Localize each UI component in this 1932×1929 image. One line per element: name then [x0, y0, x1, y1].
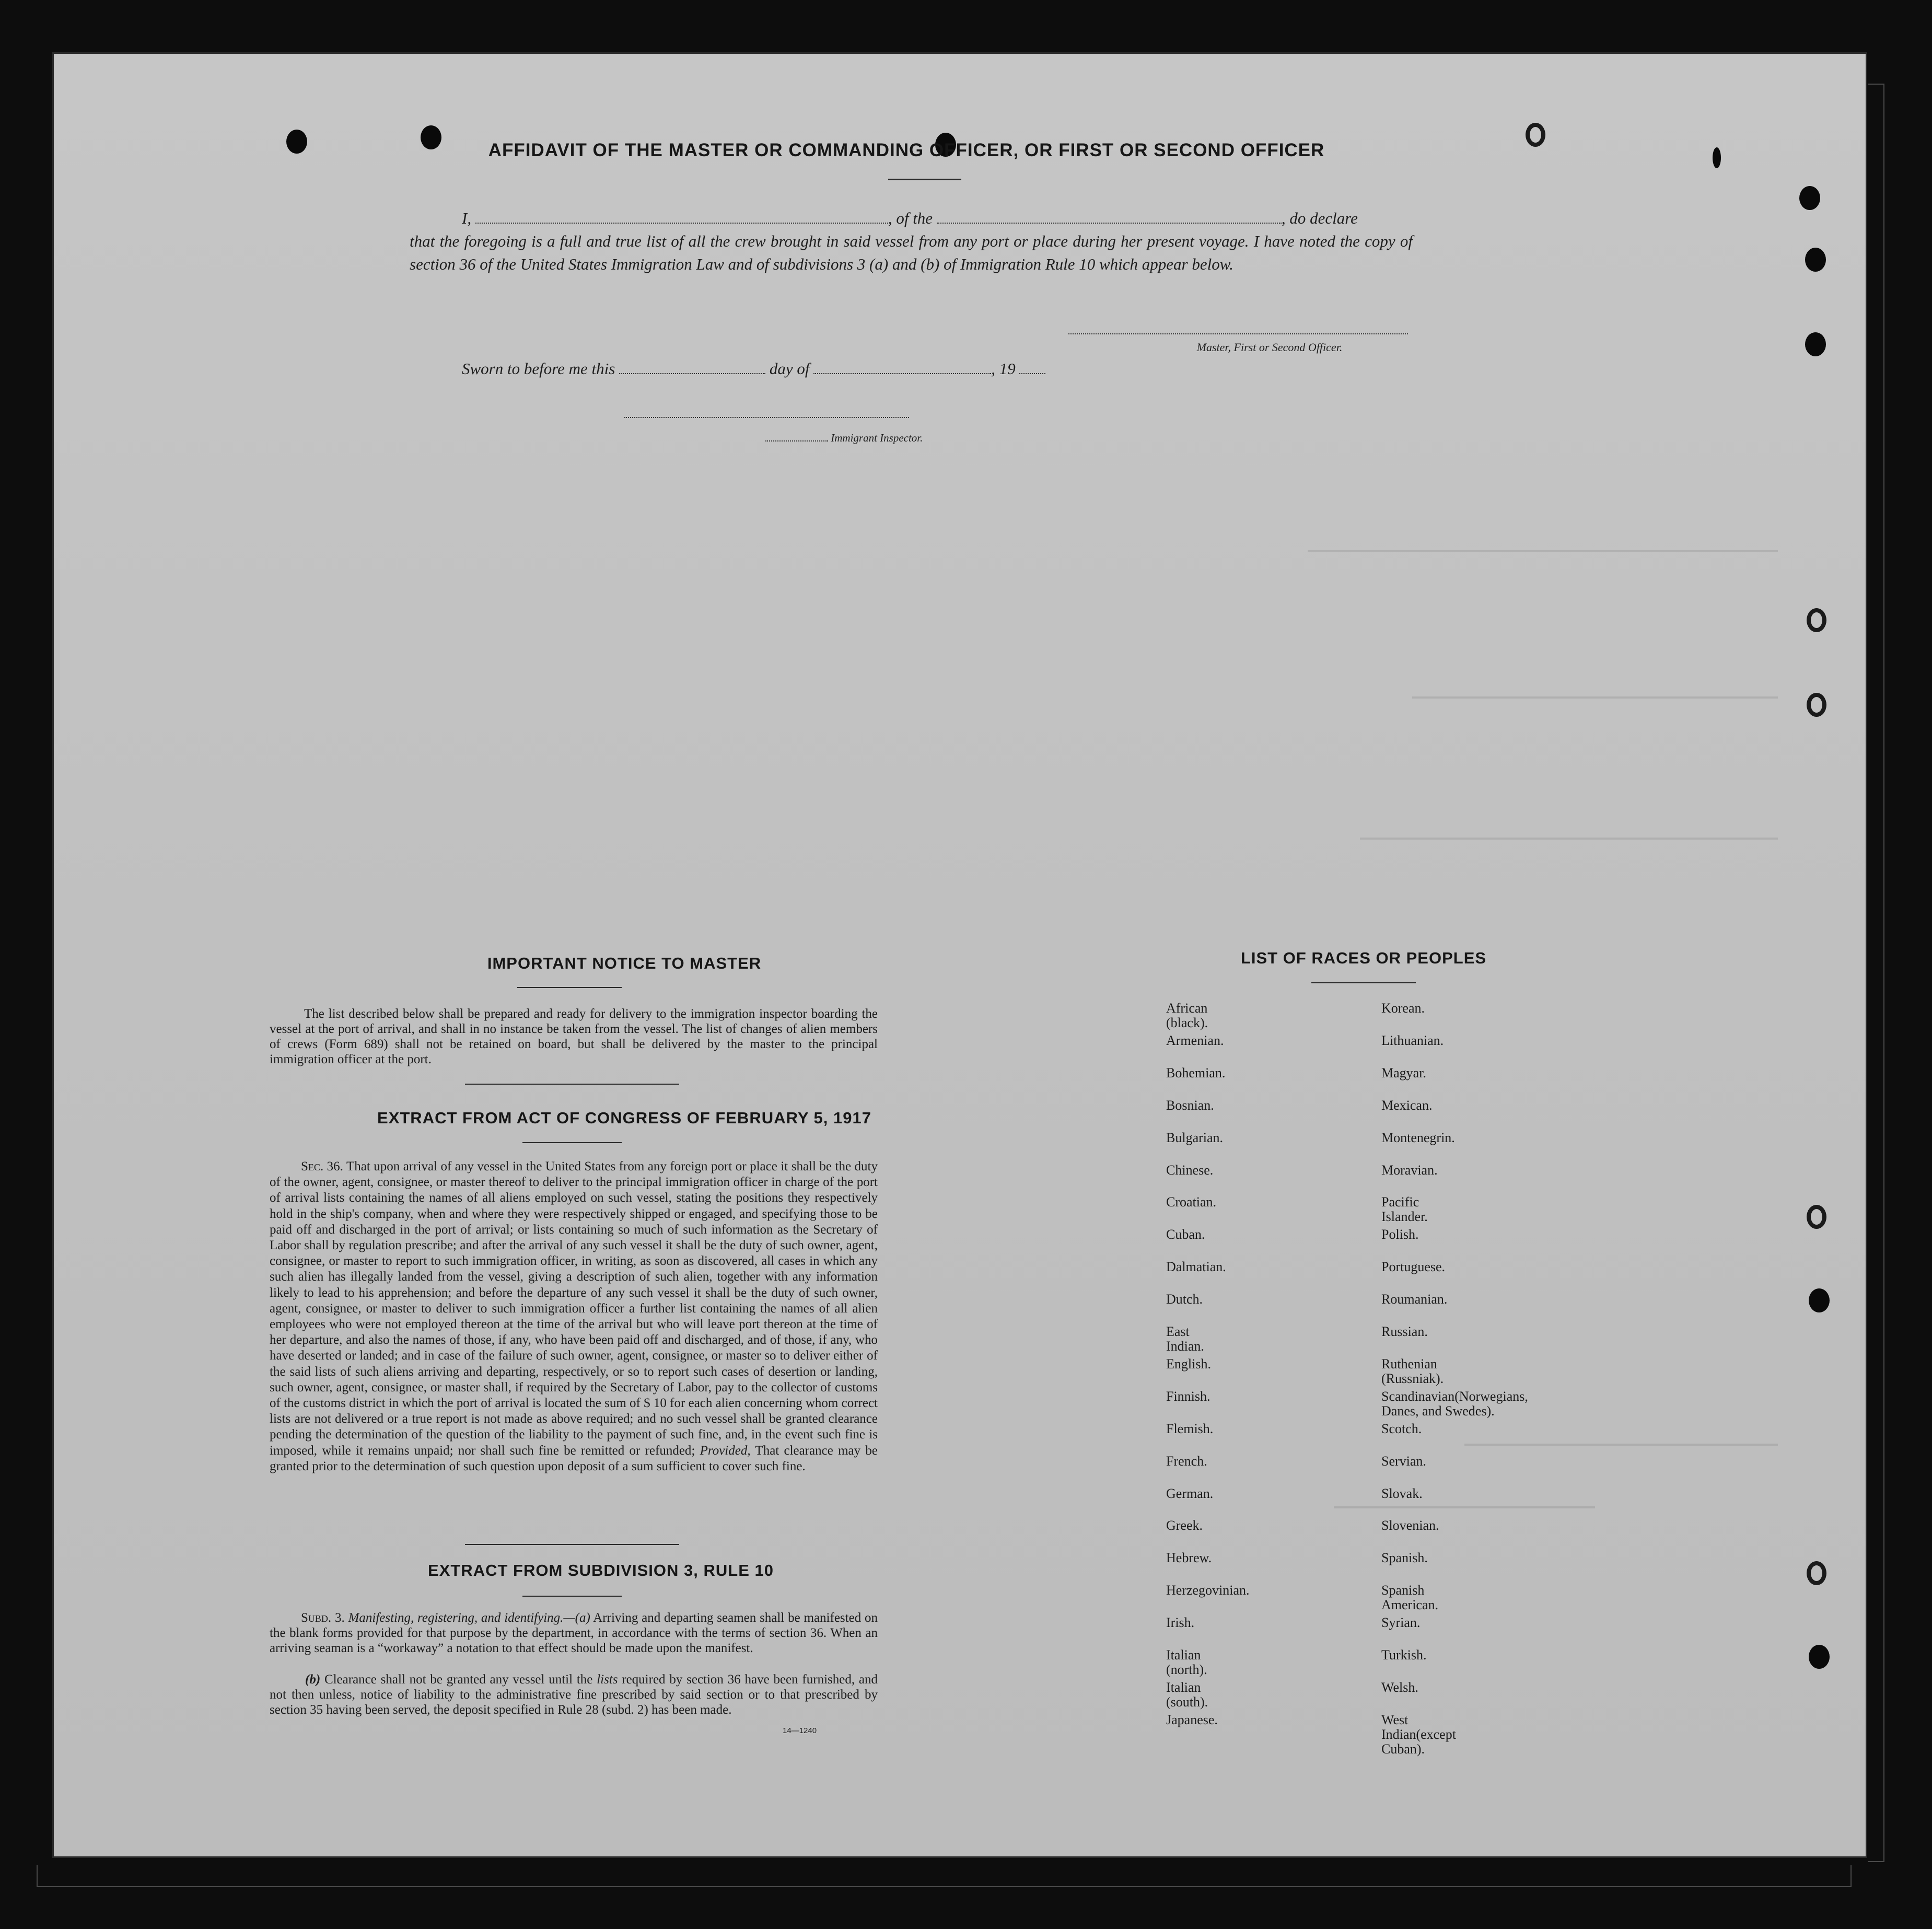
manifest-sheet — [52, 52, 1867, 1858]
sworn-year-field[interactable] — [1019, 371, 1045, 374]
race-item: Spanish. — [1381, 1550, 1428, 1565]
affidavit-body: that the foregoing is a full and true list of all the crew brought in said vessel from any port or place during her present voyage. I have noted the copy of section 36 of the United States Immigration Law and of subdivisions 3 (a) and (b) of Immigration Rule 10 which appear below. — [410, 232, 1413, 273]
race-item: Hebrew. — [1166, 1550, 1212, 1565]
master-signature-label: Master, First or Second Officer. — [1196, 341, 1343, 354]
inspector-signature-line[interactable] — [624, 417, 909, 418]
race-item: Korean. — [1381, 1001, 1425, 1016]
inspector-label: Immigrant Inspector. — [831, 432, 923, 444]
act-section-36 — [270, 1159, 878, 1474]
race-item: Scotch. — [1381, 1421, 1422, 1436]
race-item: East Indian. — [1166, 1324, 1204, 1354]
race-item: Spanish American. — [1381, 1583, 1439, 1612]
act-proviso-label: Provided, — [700, 1443, 751, 1458]
notice-body: The list described below shall be prepared and ready for delivery to the immigration inspector boarding the vessel at the port of arrival, and shall in no instance be taken from the vessel. The list of changes of alien members of crews (Form 689) shall not be retained on board, but shall be delivered by the master to the principal immigration officer at the port. — [270, 1007, 878, 1066]
notice-divider — [465, 1084, 679, 1085]
races-title: LIST OF RACES OR PEOPLES — [1240, 949, 1487, 967]
act-section-label: Sec. 36. — [301, 1159, 343, 1173]
race-item: Servian. — [1381, 1454, 1426, 1469]
race-item: Dalmatian. — [1166, 1259, 1226, 1274]
race-item: Slovenian. — [1381, 1518, 1439, 1533]
race-item: Armenian. — [1166, 1033, 1224, 1048]
rule-title: EXTRACT FROM SUBDIVISION 3, RULE 10 — [428, 1561, 774, 1579]
notice-title: IMPORTANT NOTICE TO MASTER — [487, 954, 762, 972]
race-item: German. — [1166, 1486, 1214, 1501]
race-item: Russian. — [1381, 1324, 1428, 1339]
affidavit-line1-mid: , of the — [888, 209, 933, 227]
binder-hole — [286, 130, 307, 154]
rule-subd-b-lists: lists — [597, 1672, 618, 1687]
binder-hole-ring — [1807, 608, 1826, 632]
race-item: Ruthenian (Russniak). — [1381, 1356, 1444, 1386]
rule-subd-label: Subd. 3. — [301, 1611, 345, 1625]
rule-subd-b-label: (b) — [305, 1672, 321, 1687]
binder-hole — [1805, 332, 1826, 356]
master-signature-line[interactable] — [1068, 333, 1408, 334]
race-item: Dutch. — [1166, 1292, 1203, 1307]
binder-hole — [1805, 248, 1826, 272]
race-item: Magyar. — [1381, 1065, 1426, 1080]
race-item: Portuguese. — [1381, 1259, 1446, 1274]
act-title-rule — [522, 1142, 622, 1143]
race-item: Flemish. — [1166, 1421, 1214, 1436]
races-title-rule — [1311, 982, 1416, 983]
affidavit-line1-end: , do declare — [1281, 209, 1358, 227]
race-item: Greek. — [1166, 1518, 1203, 1533]
page-edge-right — [1868, 84, 1884, 1862]
notice-title-rule — [517, 987, 622, 988]
race-item: Lithuanian. — [1381, 1033, 1444, 1048]
affidavit-declaration — [410, 207, 1413, 276]
binder-hole — [1809, 1288, 1830, 1312]
race-item: Chinese. — [1166, 1163, 1214, 1178]
race-item: Italian (north). — [1166, 1647, 1207, 1677]
race-item: West Indian(except Cuban). — [1381, 1712, 1456, 1757]
sworn-day-field[interactable] — [619, 371, 765, 374]
sworn-label: Sworn to before me this — [462, 359, 615, 378]
race-item: Scandinavian(Norwegians, Danes, and Swedes). — [1381, 1389, 1528, 1419]
act-section-body: That upon arrival of any vessel in the United States from any foreign port or place it shall be the duty of the owner, agent, consignee, or master thereof to deliver to the principal immigration officer in charge of the port of arrival lists containing the names of all aliens employed on such vessel, stating the positions they respectively hold in the ship's company, when and where they were respectively shipped or engaged, and specifying those to be paid off and discharged in the port of arrival; or lists containing so much of such information as the Secretary of Labor shall by regulation prescribe; and after the arrival of any such vessel it shall be the duty of such owner, agent, consignee, or master to report to such immigration officer, in writing, as soon as discovered, all cases in which any such alien has illegally landed from the vessel, giving a description of such alien, together with any information likely to lead to his apprehension; and before the departure of any such vessel it shall be the duty of such owner, agent, consignee, or master to deliver to such immigration officer a further list containing the names of all alien employees who were not employed thereon at the time of the arrival but who will leave port thereon at the time of her departure, and also the names of those, if any, who have been paid off and discharged, and of those, if any, who have deserted or landed; and in case of the failure of such owner, agent, consignee, or master so to deliver either of the said lists of such aliens arriving and departing, respectively, or so to report such cases of desertion or landing, such owner, agent, consignee, or master shall, if required by the Secretary of Labor, pay to the collector of customs of the customs district in which the port of arrival is located the sum of $ 10 for each alien concerning whom correct lists are not delivered or a true report is not made as above required; and no such vessel shall be granted clearance pending the determination of the question of the liability to the payment of such fine, and, in the event such fine is imposed, while it remains unpaid; nor shall such fine be remitted or refunded; — [270, 1159, 878, 1458]
binder-hole — [1809, 1645, 1830, 1669]
binder-hole-ring — [1807, 1205, 1826, 1229]
race-item: Irish. — [1166, 1615, 1195, 1630]
race-item: Moravian. — [1381, 1163, 1438, 1178]
race-item: Turkish. — [1381, 1647, 1427, 1663]
officer-name-field[interactable] — [475, 220, 888, 224]
affidavit-title: AFFIDAVIT OF THE MASTER OR COMMANDING OFFICER, OR FIRST OR SECOND OFFICER — [488, 140, 1325, 160]
race-item: Herzegovinian. — [1166, 1583, 1250, 1598]
sworn-line — [462, 359, 1045, 378]
race-item: French. — [1166, 1454, 1207, 1469]
race-item: English. — [1166, 1356, 1211, 1372]
act-divider — [465, 1544, 679, 1545]
race-item: Japanese. — [1166, 1712, 1218, 1727]
rule-subd-b-body-1: Clearance shall not be granted any vessel until the — [324, 1672, 593, 1687]
affidavit-title-rule — [888, 179, 961, 180]
race-item: Bosnian. — [1166, 1098, 1214, 1113]
rule-subd-heading: Manifesting, registering, and identifying.—(a) — [348, 1611, 590, 1625]
binder-hole-ring — [1807, 1561, 1826, 1585]
race-item: Pacific Islander. — [1381, 1194, 1428, 1224]
sworn-year-label: , 19 — [991, 359, 1016, 378]
rule-subd-b — [270, 1672, 878, 1717]
race-item: Mexican. — [1381, 1098, 1433, 1113]
race-item: Montenegrin. — [1381, 1130, 1455, 1145]
act-title: EXTRACT FROM ACT OF CONGRESS OF FEBRUARY 5, 1917 — [377, 1109, 871, 1127]
race-item: Welsh. — [1381, 1680, 1418, 1695]
binder-hole-ring — [1526, 123, 1545, 147]
binder-hole-ring — [1807, 693, 1826, 717]
race-item: Bohemian. — [1166, 1065, 1226, 1080]
rule-title-rule — [522, 1596, 622, 1597]
race-item: Finnish. — [1166, 1389, 1211, 1404]
race-item: Polish. — [1381, 1227, 1419, 1242]
race-item: Roumanian. — [1381, 1292, 1448, 1307]
race-item: Slovak. — [1381, 1486, 1423, 1501]
rule-subd-a — [270, 1610, 878, 1656]
race-item: Syrian. — [1381, 1615, 1421, 1630]
sworn-day-of-label: day of — [769, 359, 810, 378]
vessel-name-field[interactable] — [937, 220, 1282, 224]
race-item: Croatian. — [1166, 1194, 1217, 1210]
affidavit-line1-start: I, — [462, 209, 472, 227]
act-proviso-body: That clearance may be granted prior to the determination of such question upon deposit of a sum sufficient to cover such fine. — [270, 1443, 878, 1473]
race-item: Cuban. — [1166, 1227, 1205, 1242]
page-edge-bottom — [37, 1865, 1852, 1887]
form-number: 14—1240 — [783, 1726, 817, 1735]
race-item: African (black). — [1166, 1001, 1208, 1030]
inspector-row — [765, 432, 923, 445]
sworn-month-field[interactable] — [813, 371, 991, 374]
rule-subd-b-body-2: required by section 36 have been furnished, and not then unless, notice of liability to the administrative fine prescribed by said section or to that prescribed by section 35 having been served, the deposit specified in Rule 28 (subd. 2) has been made. — [270, 1672, 878, 1717]
rule-subd-a-body: Arriving and departing seamen shall be manifested on the blank forms provided for that purpose by the department, in accordance with the terms of section 36. When an arriving seaman is a “workaway” a notation to that effect should be made upon the manifest. — [270, 1611, 878, 1655]
binder-hole — [1713, 147, 1721, 168]
race-item: Bulgarian. — [1166, 1130, 1224, 1145]
binder-hole — [1799, 186, 1820, 210]
race-item: Italian (south). — [1166, 1680, 1208, 1710]
